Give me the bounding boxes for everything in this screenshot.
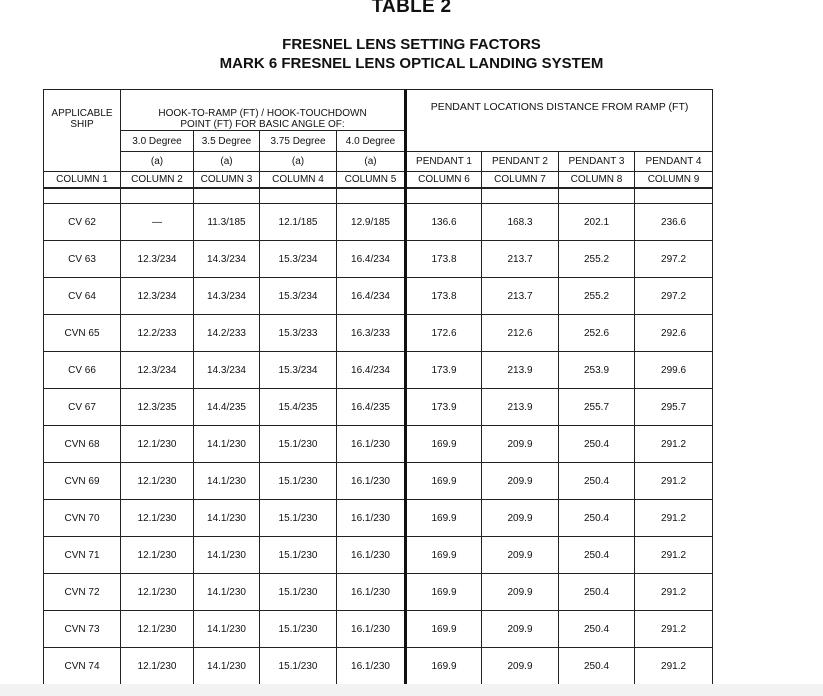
pendant-header: PENDANT 2 (482, 152, 559, 172)
value-cell: 15.1/230 (260, 463, 337, 500)
value-cell: 12.3/234 (121, 278, 194, 315)
column-label: COLUMN 4 (260, 172, 337, 189)
ship-cell: CVN 71 (44, 537, 121, 574)
value-cell: 209.9 (482, 611, 559, 648)
value-cell: 291.2 (635, 537, 713, 574)
value-cell: 16.1/230 (337, 611, 406, 648)
ship-cell: CV 64 (44, 278, 121, 315)
value-cell: 292.6 (635, 315, 713, 352)
table-row (44, 648, 713, 685)
value-cell: 173.9 (406, 352, 482, 389)
value-cell: 250.4 (559, 500, 635, 537)
column-label: COLUMN 8 (559, 172, 635, 189)
value-cell: 16.4/234 (337, 352, 406, 389)
value-cell: 12.1/230 (121, 500, 194, 537)
column-label: COLUMN 9 (635, 172, 713, 189)
table-subtitle-1: FRESNEL LENS SETTING FACTORS (282, 36, 541, 53)
value-cell: 16.1/230 (337, 537, 406, 574)
value-cell: 213.9 (482, 352, 559, 389)
hook-header-line-2: POINT (FT) FOR BASIC ANGLE OF: (180, 119, 345, 130)
ship-cell: CVN 73 (44, 611, 121, 648)
table-row (44, 463, 713, 500)
value-cell: 209.9 (482, 574, 559, 611)
value-cell: 253.9 (559, 352, 635, 389)
value-cell: 168.3 (482, 204, 559, 241)
value-cell: 236.6 (635, 204, 713, 241)
value-cell: 16.1/230 (337, 574, 406, 611)
table-subtitle-2: MARK 6 FRESNEL LENS OPTICAL LANDING SYSTEM (219, 55, 604, 72)
value-cell: 213.7 (482, 278, 559, 315)
value-cell: 14.1/230 (194, 574, 260, 611)
value-cell: 209.9 (482, 463, 559, 500)
value-cell: 212.6 (482, 315, 559, 352)
value-cell: 291.2 (635, 648, 713, 685)
value-cell: 11.3/185 (194, 204, 260, 241)
value-cell: 12.1/230 (121, 648, 194, 685)
value-cell: 297.2 (635, 278, 713, 315)
page-bottom-edge (0, 684, 823, 696)
value-cell: 14.1/230 (194, 537, 260, 574)
value-cell: 250.4 (559, 611, 635, 648)
value-cell: 291.2 (635, 574, 713, 611)
ship-cell: CV 67 (44, 389, 121, 426)
value-cell: 209.9 (482, 500, 559, 537)
value-cell: 169.9 (406, 574, 482, 611)
value-cell: 250.4 (559, 537, 635, 574)
value-cell: 255.2 (559, 241, 635, 278)
column-label: COLUMN 3 (194, 172, 260, 189)
value-cell: 14.1/230 (194, 463, 260, 500)
table-row (44, 426, 713, 463)
angle-header: 3.75 Degree (260, 131, 337, 152)
value-cell: 250.4 (559, 648, 635, 685)
table-row (44, 241, 713, 278)
value-cell: 209.9 (482, 426, 559, 463)
value-cell: 15.3/233 (260, 315, 337, 352)
table-row (44, 537, 713, 574)
value-cell: 12.1/230 (121, 463, 194, 500)
angle-note: (a) (121, 152, 194, 172)
value-cell: 14.3/234 (194, 278, 260, 315)
column-label: COLUMN 7 (482, 172, 559, 189)
value-cell: 291.2 (635, 500, 713, 537)
value-cell: 12.1/230 (121, 537, 194, 574)
table-row (44, 352, 713, 389)
value-cell: 213.9 (482, 389, 559, 426)
value-cell: 12.9/185 (337, 204, 406, 241)
value-cell: 169.9 (406, 537, 482, 574)
value-cell: 15.1/230 (260, 648, 337, 685)
fresnel-settings-table (43, 89, 713, 685)
value-cell: 15.1/230 (260, 500, 337, 537)
hook-to-ramp-header (121, 90, 406, 131)
ship-cell: CVN 69 (44, 463, 121, 500)
value-cell: 12.2/233 (121, 315, 194, 352)
value-cell: 255.2 (559, 278, 635, 315)
value-cell: 169.9 (406, 426, 482, 463)
value-cell: 136.6 (406, 204, 482, 241)
value-cell: 255.7 (559, 389, 635, 426)
column-label: COLUMN 5 (337, 172, 406, 189)
value-cell: 14.1/230 (194, 648, 260, 685)
value-cell: 169.9 (406, 648, 482, 685)
value-cell: 14.3/234 (194, 352, 260, 389)
table-row (44, 611, 713, 648)
table-row (44, 500, 713, 537)
value-cell: 213.7 (482, 241, 559, 278)
table-row (44, 204, 713, 241)
ship-cell: CVN 68 (44, 426, 121, 463)
value-cell: 16.1/230 (337, 463, 406, 500)
value-cell: 15.3/234 (260, 278, 337, 315)
value-cell: 15.1/230 (260, 537, 337, 574)
pendant-locations-header: PENDANT LOCATIONS DISTANCE FROM RAMP (FT) (406, 90, 713, 152)
value-cell: 250.4 (559, 463, 635, 500)
ship-cell: CV 63 (44, 241, 121, 278)
ship-cell: CVN 70 (44, 500, 121, 537)
column-label: COLUMN 1 (44, 172, 121, 189)
value-cell: 14.4/235 (194, 389, 260, 426)
value-cell: 299.6 (635, 352, 713, 389)
value-cell: 15.1/230 (260, 574, 337, 611)
value-cell: 297.2 (635, 241, 713, 278)
angle-header: 3.5 Degree (194, 131, 260, 152)
value-cell: 209.9 (482, 537, 559, 574)
value-cell: 16.4/234 (337, 278, 406, 315)
value-cell: 14.2/233 (194, 315, 260, 352)
table-title: TABLE 2 (371, 0, 452, 17)
ship-cell: CVN 65 (44, 315, 121, 352)
value-cell: 16.4/234 (337, 241, 406, 278)
pendant-header: PENDANT 1 (406, 152, 482, 172)
angle-header: 3.0 Degree (121, 131, 194, 152)
value-cell: 15.3/234 (260, 352, 337, 389)
value-cell: 173.8 (406, 241, 482, 278)
value-cell: 16.1/230 (337, 426, 406, 463)
value-cell: 16.1/230 (337, 648, 406, 685)
value-cell: 14.1/230 (194, 500, 260, 537)
value-cell: 16.4/235 (337, 389, 406, 426)
angle-note: (a) (194, 152, 260, 172)
value-cell: 15.1/230 (260, 611, 337, 648)
column-label: COLUMN 2 (121, 172, 194, 189)
value-cell: 12.1/185 (260, 204, 337, 241)
value-cell: 14.3/234 (194, 241, 260, 278)
ship-cell: CVN 74 (44, 648, 121, 685)
value-cell: — (121, 204, 194, 241)
value-cell: 15.1/230 (260, 426, 337, 463)
value-cell: 15.4/235 (260, 389, 337, 426)
value-cell: 14.1/230 (194, 426, 260, 463)
angle-note: (a) (260, 152, 337, 172)
column-label: COLUMN 6 (406, 172, 482, 189)
value-cell: 16.1/230 (337, 500, 406, 537)
table-row (44, 389, 713, 426)
spacer-row (44, 188, 713, 204)
table-row (44, 278, 713, 315)
value-cell: 169.9 (406, 463, 482, 500)
value-cell: 291.2 (635, 611, 713, 648)
value-cell: 291.2 (635, 426, 713, 463)
value-cell: 250.4 (559, 574, 635, 611)
pendant-header: PENDANT 4 (635, 152, 713, 172)
table-row (44, 574, 713, 611)
value-cell: 209.9 (482, 648, 559, 685)
value-cell: 252.6 (559, 315, 635, 352)
value-cell: 169.9 (406, 611, 482, 648)
value-cell: 14.1/230 (194, 611, 260, 648)
value-cell: 16.3/233 (337, 315, 406, 352)
value-cell: 250.4 (559, 426, 635, 463)
applicable-ship-header: APPLICABLE SHIP (44, 90, 121, 172)
value-cell: 12.1/230 (121, 574, 194, 611)
table-row (44, 315, 713, 352)
value-cell: 15.3/234 (260, 241, 337, 278)
value-cell: 291.2 (635, 463, 713, 500)
value-cell: 12.3/234 (121, 241, 194, 278)
hook-header-line-1: HOOK-TO-RAMP (FT) / HOOK-TOUCHDOWN (158, 108, 367, 119)
ship-cell: CV 66 (44, 352, 121, 389)
value-cell: 173.9 (406, 389, 482, 426)
value-cell: 202.1 (559, 204, 635, 241)
value-cell: 12.1/230 (121, 426, 194, 463)
angle-header: 4.0 Degree (337, 131, 406, 152)
angle-note: (a) (337, 152, 406, 172)
value-cell: 295.7 (635, 389, 713, 426)
ship-cell: CV 62 (44, 204, 121, 241)
pendant-header: PENDANT 3 (559, 152, 635, 172)
value-cell: 12.1/230 (121, 611, 194, 648)
value-cell: 12.3/235 (121, 389, 194, 426)
value-cell: 172.6 (406, 315, 482, 352)
value-cell: 169.9 (406, 500, 482, 537)
value-cell: 12.3/234 (121, 352, 194, 389)
value-cell: 173.8 (406, 278, 482, 315)
ship-cell: CVN 72 (44, 574, 121, 611)
